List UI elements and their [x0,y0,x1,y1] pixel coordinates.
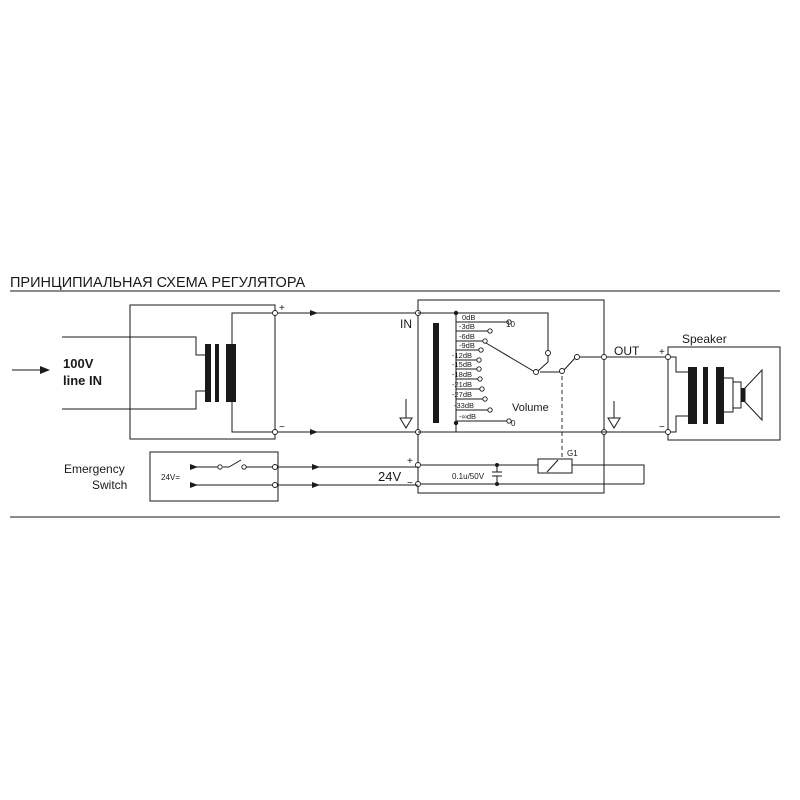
tap-label-33db: -33dB [454,401,475,410]
control-arrow-plus [312,464,320,470]
tap-label-0db: 0dB [462,313,476,322]
switch-pos-min: 0 [511,419,516,428]
speaker-unit [666,347,781,440]
input-label-voltage: 100V [63,356,94,371]
plus-sign-top: + [279,303,285,314]
emergency-label-line2: Switch [92,478,128,492]
tap-label-6db: -6dB [459,332,475,341]
speaker-label: Speaker [682,332,727,346]
tap-label-15db: -15dB [452,360,473,369]
relay-label: G1 [567,449,578,458]
minus-sign-24v: − [407,478,413,489]
input-transformer [62,305,278,439]
control-arrow-minus [312,482,320,488]
volume-label: Volume [512,402,549,414]
minus-sign-speaker: − [659,422,665,433]
arrow-minus [310,429,318,435]
diagram-title: ПРИНЦИПИАЛЬНАЯ СХЕМА РЕГУЛЯТОРА [10,275,306,291]
ground-symbol-out [608,401,620,428]
emergency-supply-label: 24V= [161,473,180,482]
switch-pos-max: 10 [506,320,515,329]
plus-sign-24v: + [407,456,413,467]
plus-sign-speaker: + [659,347,665,358]
tap-group [452,311,516,432]
autotransformer-core [433,323,439,423]
tap-label-12db: -12dB [452,351,473,360]
tap-label-9db: -9dB [459,341,475,350]
input-label-line: line IN [63,373,103,388]
in-label: IN [400,317,412,331]
v24-label: 24V [378,469,402,484]
emergency-label-line1: Emergency [64,462,125,476]
ground-symbol-in [400,399,412,428]
minus-sign-bottom: − [279,422,285,433]
input-arrow-head [40,366,50,374]
tap-label-3db: -3dB [459,322,475,331]
tap-label-27db: -27dB [452,390,473,399]
out-label: OUT [614,344,640,358]
tap-label-infdb: -∞dB [459,412,477,421]
tap-label-21db: -21dB [452,380,473,389]
relay-coil [538,459,644,484]
capacitor-label: 0.1u/50V [452,472,485,481]
tap-label-18db: -18dB [452,370,473,379]
arrow-plus [310,310,318,316]
capacitor [492,463,502,486]
